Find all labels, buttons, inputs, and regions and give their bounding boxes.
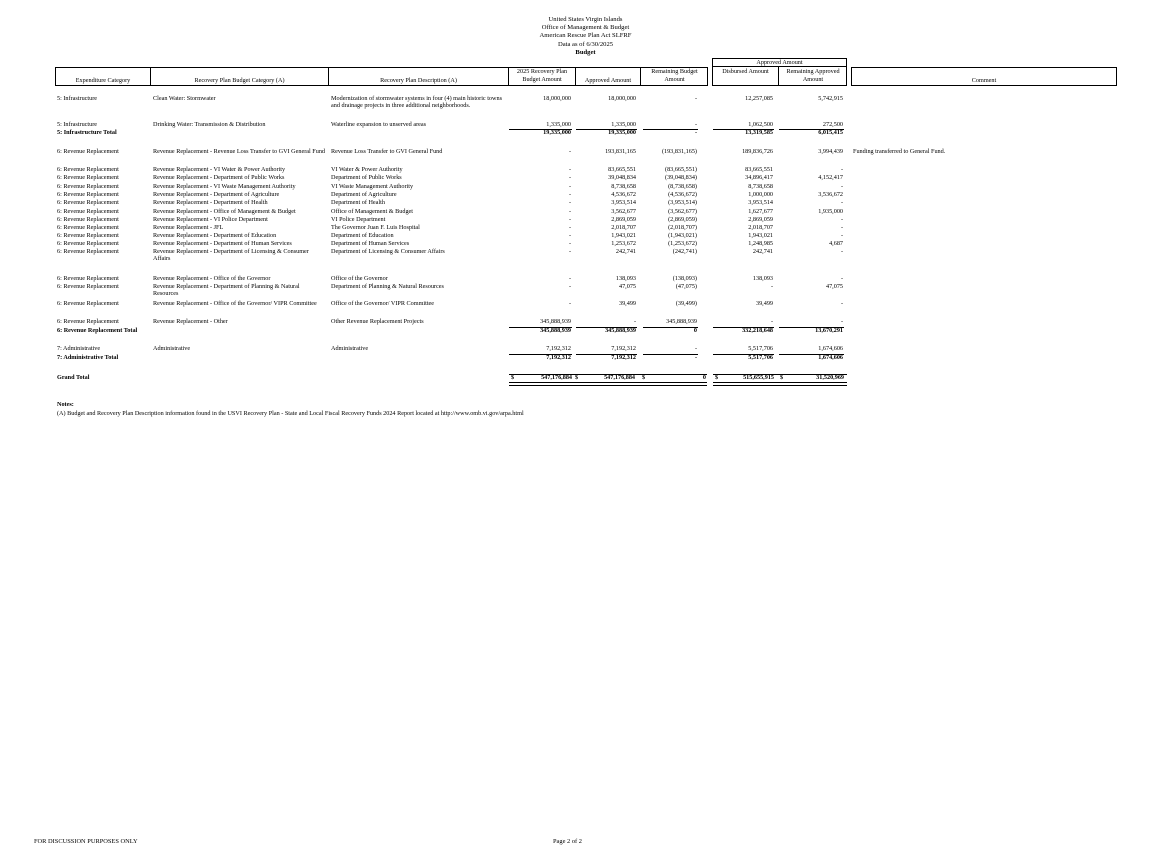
currency-symbol: $	[511, 374, 515, 381]
approved-amount-group-label: Approved Amount	[756, 59, 803, 66]
row-budget-amount: -	[568, 300, 571, 307]
row-budget-amount: -	[568, 283, 571, 290]
header-line-3: American Rescue Plan Act SLFRF	[539, 32, 632, 40]
row-category: 7: Administrative	[57, 345, 101, 352]
row-description: Office of the Governor/ VIPR Committee	[331, 300, 435, 307]
row-budget-category: Revenue Replacement - Department of Health	[153, 199, 268, 206]
row-disbursed: 1,943,021	[748, 232, 773, 239]
row-budget-amount: -	[568, 216, 571, 223]
row-category: 6: Revenue Replacement	[57, 199, 119, 206]
row-comment: Funding transferred to General Fund.	[853, 148, 946, 155]
row-description: VI Police Department	[331, 216, 386, 223]
row-category: 6: Revenue Replacement Total	[57, 327, 138, 334]
row-remaining-approved: 4,152,417	[818, 174, 843, 181]
row-description: Department of Public Works	[331, 174, 402, 181]
row-approved-amount: 193,831,165	[605, 148, 636, 155]
col-description: Recovery Plan Description (A)	[380, 77, 457, 84]
grand-total-remaining-budget: 0	[702, 374, 706, 381]
row-category: 6: Revenue Replacement	[57, 232, 119, 239]
row-budget-amount: -	[568, 166, 571, 173]
row-budget-category: Revenue Replacement - Department of Agriculture	[153, 191, 280, 198]
row-description: Department of Health	[331, 199, 385, 206]
row-approved-amount: 39,499	[618, 300, 636, 307]
row-remaining-approved: -	[840, 318, 843, 325]
row-category: 6: Revenue Replacement	[57, 208, 119, 215]
row-remaining-approved: -	[840, 275, 843, 282]
row-budget-category: Revenue Replacement - VI Water & Power Authority	[153, 166, 286, 173]
row-disbursed: 138,093	[752, 275, 773, 282]
row-approved-amount: 2,018,707	[611, 224, 636, 231]
row-remaining-budget: (39,048,834)	[665, 174, 697, 181]
row-approved-amount: 47,075	[618, 283, 636, 290]
grand-total-approved: 547,176,884	[604, 374, 635, 381]
row-budget-amount: -	[568, 224, 571, 231]
row-approved-amount: 3,953,514	[611, 199, 636, 206]
grand-total-remaining-approved: 31,520,969	[816, 374, 844, 381]
row-disbursed: 13,319,585	[745, 129, 773, 136]
footer-page-number: Page 2 of 2	[553, 838, 582, 845]
row-budget-category: Revenue Replacement - Department of Licensing & Consumer Affairs	[153, 248, 309, 262]
row-approved-amount: 19,335,000	[608, 129, 636, 136]
report-header	[0, 16, 1171, 57]
row-budget-amount: -	[568, 148, 571, 155]
col-remaining-budget: Remaining Budget Amount	[651, 68, 698, 83]
row-approved-amount: 138,093	[615, 275, 636, 282]
row-disbursed: 39,499	[755, 300, 773, 307]
row-budget-category: Revenue Replacement - Office of Management & Budget	[153, 208, 296, 215]
row-category: 6: Revenue Replacement	[57, 300, 119, 307]
row-category: 6: Revenue Replacement	[57, 174, 119, 181]
notes-text: (A) Budget and Recovery Plan Description information found in the USVI Recovery Plan - State and Local Fiscal Recovery Funds 2024 Report located at http://www.omb.vi.gov/arpa.html	[57, 410, 524, 417]
currency-symbol: $	[780, 374, 784, 381]
row-budget-amount: -	[568, 208, 571, 215]
row-remaining-budget: (2,018,707)	[668, 224, 697, 231]
row-budget-amount: 7,192,312	[546, 345, 571, 352]
col-remaining-approved: Remaining Approved Amount	[786, 68, 840, 83]
row-approved-amount: 2,869,059	[611, 216, 636, 223]
row-remaining-approved: 1,935,000	[818, 208, 843, 215]
row-remaining-budget: (138,093)	[672, 275, 697, 282]
row-description: Department of Education	[331, 232, 394, 239]
row-remaining-budget: (83,665,551)	[665, 166, 697, 173]
row-category: 5: Infrastructure	[57, 95, 98, 102]
row-remaining-budget: (1,943,021)	[668, 232, 697, 239]
row-remaining-budget: (2,869,059)	[668, 216, 697, 223]
row-remaining-budget: (1,253,672)	[668, 240, 697, 247]
row-disbursed: 1,000,000	[748, 191, 773, 198]
row-remaining-approved: -	[840, 216, 843, 223]
row-disbursed: 189,836,726	[742, 148, 773, 155]
row-approved-amount: 39,048,834	[608, 174, 636, 181]
row-approved-amount: 345,888,939	[605, 327, 636, 334]
header-line-2: Office of Management & Budget	[541, 24, 630, 32]
row-budget-category: Revenue Replacement - JFL	[153, 224, 224, 231]
row-approved-amount: 242,741	[615, 248, 636, 255]
row-remaining-budget: (193,831,165)	[661, 148, 697, 155]
header-line-5: Budget	[575, 48, 596, 56]
row-category: 6: Revenue Replacement	[57, 283, 119, 290]
row-disbursed: 1,627,677	[748, 208, 773, 215]
row-budget-category: Revenue Replacement - Department of Public Works	[153, 174, 285, 181]
row-disbursed: -	[770, 283, 773, 290]
currency-symbol: $	[575, 374, 579, 381]
row-remaining-budget: -	[694, 129, 697, 136]
row-budget-category: Revenue Replacement - Department of Education	[153, 232, 277, 239]
row-approved-amount: 3,562,677	[611, 208, 636, 215]
row-remaining-budget: (39,499)	[675, 300, 697, 307]
row-disbursed: 5,517,706	[748, 354, 773, 361]
row-remaining-approved: 1,674,606	[818, 345, 843, 352]
row-disbursed: 8,738,658	[748, 183, 773, 190]
row-category: 6: Revenue Replacement	[57, 224, 119, 231]
row-approved-amount: 7,192,312	[611, 354, 636, 361]
row-budget-amount: -	[568, 191, 571, 198]
grand-total-disbursed: 515,655,915	[743, 374, 774, 381]
row-remaining-approved: 6,015,415	[818, 129, 843, 136]
row-budget-amount: -	[568, 183, 571, 190]
row-disbursed: 5,517,706	[748, 345, 773, 352]
row-budget-category: Clean Water: Stormwater	[153, 95, 216, 102]
row-approved-amount: 7,192,312	[611, 345, 636, 352]
row-budget-amount: -	[568, 174, 571, 181]
row-remaining-approved: 272,500	[822, 121, 843, 128]
row-description: The Governor Juan F. Luis Hospital	[331, 224, 420, 231]
row-category: 6: Revenue Replacement	[57, 240, 119, 247]
row-approved-amount: 1,253,672	[611, 240, 636, 247]
row-approved-amount: 83,665,551	[608, 166, 636, 173]
row-category: 6: Revenue Replacement	[57, 275, 119, 282]
row-disbursed: 332,218,648	[742, 327, 773, 334]
row-remaining-budget: -	[694, 345, 697, 352]
row-budget-amount: 345,888,939	[540, 318, 571, 325]
row-remaining-approved: -	[840, 166, 843, 173]
row-category: 5: Infrastructure Total	[57, 129, 117, 136]
row-remaining-budget: (8,738,658)	[668, 183, 697, 190]
row-category: 6: Revenue Replacement	[57, 248, 119, 255]
col-disbursed: Disbursed Amount	[722, 68, 769, 75]
row-description: Department of Planning & Natural Resources	[331, 283, 444, 290]
row-remaining-approved: -	[840, 300, 843, 307]
row-remaining-approved: -	[840, 232, 843, 239]
row-approved-amount: 1,335,000	[611, 121, 636, 128]
row-budget-amount: -	[568, 248, 571, 255]
row-budget-amount: -	[568, 232, 571, 239]
grand-total-label: Grand Total	[57, 374, 90, 381]
row-category: 6: Revenue Replacement	[57, 183, 119, 190]
row-budget-category: Revenue Replacement - VI Waste Management Authority	[153, 183, 296, 190]
row-budget-category: Administrative	[153, 345, 191, 352]
row-category: 6: Revenue Replacement	[57, 191, 119, 198]
row-approved-amount: 18,000,000	[608, 95, 636, 102]
row-remaining-budget: (47,075)	[675, 283, 697, 290]
row-remaining-approved: 47,075	[825, 283, 843, 290]
row-category: 6: Revenue Replacement	[57, 216, 119, 223]
row-remaining-approved: -	[840, 183, 843, 190]
row-description: Office of the Governor	[331, 275, 388, 282]
row-disbursed: 2,869,059	[748, 216, 773, 223]
currency-symbol: $	[715, 374, 719, 381]
row-budget-category: Revenue Replacement - Department of Human Services	[153, 240, 292, 247]
row-budget-category: Revenue Replacement - Revenue Loss Transfer to GVI General Fund	[153, 148, 326, 155]
row-budget-category: Revenue Replacement - Office of the Governor	[153, 275, 271, 282]
col-comment: Comment	[971, 77, 997, 84]
row-description: Waterline expansion to unserved areas	[331, 121, 427, 128]
row-remaining-budget: (3,953,514)	[668, 199, 697, 206]
row-remaining-approved: 4,687	[829, 240, 843, 247]
row-budget-amount: -	[568, 275, 571, 282]
row-disbursed: -	[770, 318, 773, 325]
row-remaining-approved: -	[840, 224, 843, 231]
row-approved-amount: 4,536,672	[611, 191, 636, 198]
row-budget-category: Drinking Water: Transmission & Distribution	[153, 121, 266, 128]
row-remaining-approved: 3,994,439	[818, 148, 843, 155]
row-budget-amount: 7,192,312	[546, 354, 571, 361]
row-budget-amount: 1,335,000	[546, 121, 571, 128]
row-budget-amount: -	[568, 240, 571, 247]
row-budget-category: Revenue Replacement - Other	[153, 318, 228, 325]
row-approved-amount: 1,943,021	[611, 232, 636, 239]
row-disbursed: 242,741	[752, 248, 773, 255]
col-approved-amount: Approved Amount	[584, 77, 632, 84]
row-category: 5: Infrastructure	[57, 121, 98, 128]
col-expenditure-category: Expenditure Category	[75, 77, 131, 84]
row-budget-category: Revenue Replacement - Department of Planning & Natural Resources	[153, 283, 300, 297]
row-budget-category: Revenue Replacement - Office of the Governor/ VIPR Committee	[153, 300, 317, 307]
row-description: Revenue Loss Transfer to GVI General Fund	[331, 148, 443, 155]
row-description: Department of Agriculture	[331, 191, 397, 198]
row-category: 6: Revenue Replacement	[57, 166, 119, 173]
row-description: VI Waste Management Authority	[331, 183, 414, 190]
row-disbursed: 2,018,707	[748, 224, 773, 231]
row-remaining-budget: 0	[693, 327, 697, 334]
row-remaining-budget: (4,536,672)	[668, 191, 697, 198]
row-remaining-budget: (242,741)	[672, 248, 697, 255]
header-line-1: United States Virgin Islands	[548, 16, 623, 23]
row-disbursed: 1,062,500	[748, 121, 773, 128]
row-approved-amount: -	[633, 318, 636, 325]
footer-disclaimer: FOR DISCUSSION PURPOSES ONLY	[34, 838, 138, 845]
row-budget-category: Revenue Replacement - VI Police Department	[153, 216, 268, 223]
row-budget-amount: 345,888,939	[540, 327, 571, 334]
row-approved-amount: 8,738,658	[611, 183, 636, 190]
row-remaining-budget: -	[694, 95, 697, 102]
col-budget-amount: 2025 Recovery Plan Budget Amount	[516, 68, 568, 83]
row-remaining-approved: 3,536,672	[818, 191, 843, 198]
row-category: 7: Administrative Total	[57, 354, 119, 361]
currency-symbol: $	[642, 374, 646, 381]
row-category: 6: Revenue Replacement	[57, 318, 119, 325]
row-description: Administrative	[331, 345, 369, 352]
row-budget-amount: 18,000,000	[543, 95, 571, 102]
row-disbursed: 1,248,985	[748, 240, 773, 247]
row-remaining-approved: 5,742,915	[818, 95, 843, 102]
row-description: Office of Management & Budget	[331, 208, 414, 215]
row-category: 6: Revenue Replacement	[57, 148, 119, 155]
row-remaining-budget: -	[694, 121, 697, 128]
row-remaining-budget: (3,562,677)	[668, 208, 697, 215]
row-remaining-approved: 13,670,291	[815, 327, 843, 334]
row-disbursed: 3,953,514	[748, 199, 773, 206]
row-disbursed: 83,665,551	[745, 166, 773, 173]
row-remaining-budget: -	[694, 354, 697, 361]
row-budget-amount: 19,335,000	[543, 129, 571, 136]
row-remaining-budget: 345,888,939	[666, 318, 697, 325]
col-budget-category: Recovery Plan Budget Category (A)	[194, 77, 285, 84]
row-description: Other Revenue Replacement Projects	[331, 318, 424, 325]
row-disbursed: 12,257,085	[745, 95, 773, 102]
row-description: Modernization of stormwater systems in four (4) main historic towns and drainage projects in three additional neighborhoods.	[331, 95, 502, 109]
row-description: VI Water & Power Authority	[331, 166, 403, 173]
row-remaining-approved: -	[840, 248, 843, 255]
row-remaining-approved: -	[840, 199, 843, 206]
row-disbursed: 34,896,417	[745, 174, 773, 181]
row-remaining-approved: 1,674,606	[818, 354, 843, 361]
header-line-4: Data as of 6/30/2025	[557, 40, 614, 48]
row-budget-amount: -	[568, 199, 571, 206]
row-description: Department of Licensing & Consumer Affairs	[331, 248, 445, 255]
notes-title: Notes:	[57, 401, 74, 408]
row-description: Department of Human Services	[331, 240, 410, 247]
grand-total-budget: 547,176,884	[541, 374, 572, 381]
